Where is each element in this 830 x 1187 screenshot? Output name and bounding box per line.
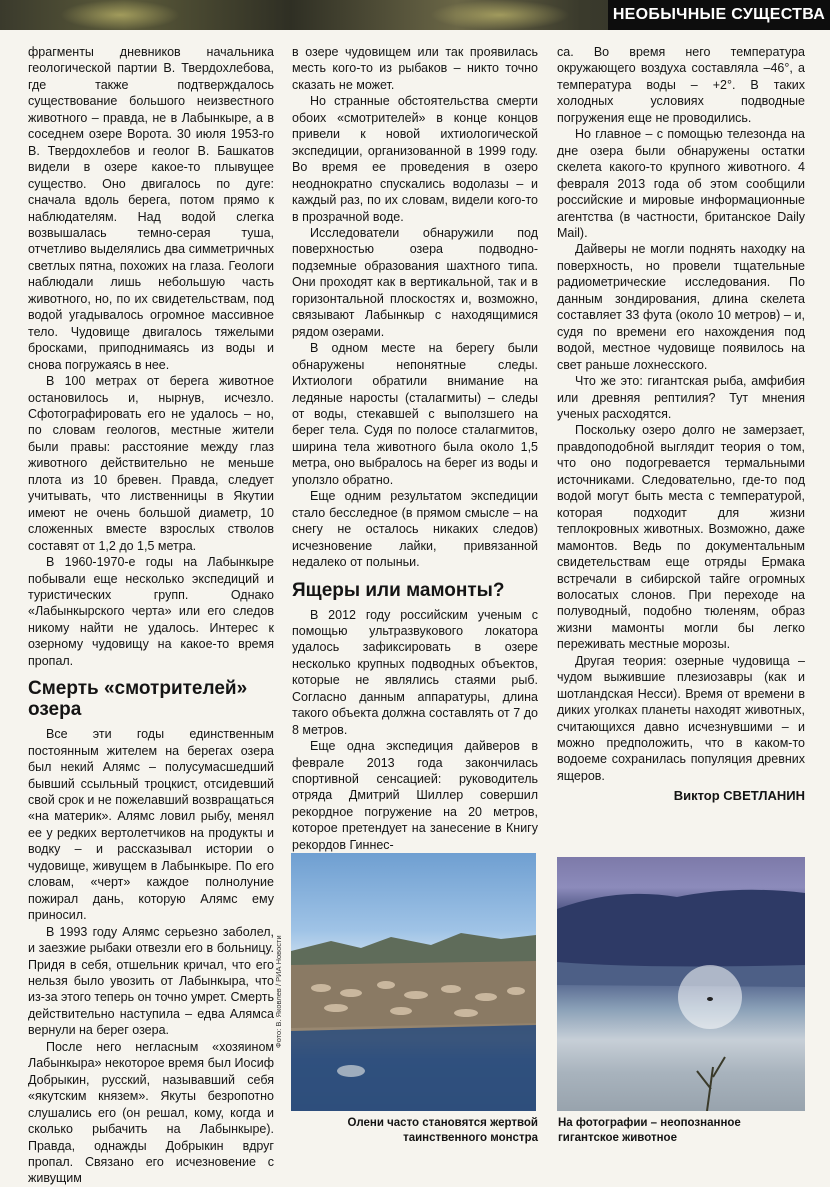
photo-caption: На фотографии – неопознанное гигантское животное xyxy=(558,1117,741,1144)
paragraph: Другая теория: озерные чудовища – чудом выжившие плезиозавры (как и шотландская Несси). Время от времени в диких уголках планеты находят животных, считающихся давно исчезнувшими – и можно предположить, что в каком-то водоеме сохранилась популяция древних ящеров. xyxy=(557,653,805,783)
paragraph: Все эти годы единственным постоянным жителем на берегах озера был некий Алямс – полусумасшедший бывший ссыльный троцкист, отсидевший свой срок и не пожелавший возвращаться «на материк». Алямс ловил рыбу, менял ее у редких вертолетчиков на продукты и водку – и рассказывал истории о чудовище, живущем в Лабынкыре. По его словам, «черт» каждое полнолуние пожирал дань, которую Алямс ему приносил. xyxy=(28,727,274,923)
paragraph: Но странные обстоятельства смерти обоих «смотрителей» в конце концов привели к новой ихтиологической экспедиции, организованной в 1999 году. Во время ее проведения в озеро неоднократно спускались водолазы – и каждый раз, по их словам, видели кого-то в прозрачной воде. xyxy=(292,94,538,224)
paragraph: Что же это: гигантская рыба, амфибия или древняя рептилия? Тут мнения ученых расходятся. xyxy=(557,374,805,421)
paragraph: После него негласным «хозяином Лабынкыра» некоторое время был Иосиф Добрыкин, русский, называвший себя «якутским князем». Якуты безропотно слушались его (он решал, кому, когда и сколько рыбачить на Лабынкыре). Правда, однажды Добрыкин вдруг пропал. Связано его исчезновение с живущим xyxy=(28,1039,274,1186)
paragraph: в озере чудовищем или так проявилась месть кого-то из рыбаков – никто точно сказать не может. xyxy=(292,45,538,92)
column-3 xyxy=(557,44,805,805)
column-1 xyxy=(28,44,274,1187)
header-decoration xyxy=(430,0,570,30)
paragraph: Исследователи обнаружили под поверхностью озера подводно-подземные образования шахтного типа. Они проходят как в вертикальной, так и в горизонтальной плоскостях и, возможно, связывают Лабынкыр с находящимися рядом озерами. xyxy=(292,225,538,339)
section-heading: Смерть «смотрителей» озера xyxy=(28,678,248,721)
landscape-illustration xyxy=(291,853,536,1111)
header-decoration xyxy=(60,0,180,30)
lake-illustration xyxy=(557,857,805,1111)
paragraph: В 1993 году Алямс серьезно заболел, и заезжие рыбаки отвезли его в больницу. Придя в себя, отшельник кричал, что его нельзя было увозить от Лабынкыра, что из-за этого теперь он точно умрет. Смерть действительно наступила – едва Алямса вернули на берег озера. xyxy=(28,924,274,1038)
paragraph: Еще одна экспедиция дайверов в феврале 2013 года закончилась спортивной сенсацией: руководитель отряда Дмитрий Шиллер совершил рекордное погружение на 20 метров, которое претендует на занесение в Книгу рекордов Гиннес- xyxy=(292,739,538,852)
reindeer-photo xyxy=(291,853,536,1111)
author-byline: Виктор СВЕТЛАНИН xyxy=(673,788,805,804)
section-title: НЕОБЫЧНЫЕ СУЩЕСТВА xyxy=(608,0,830,30)
page-header xyxy=(0,0,830,30)
paragraph: В 100 метрах от берега животное остановилось и, нырнув, исчезло. Сфотографировать его не удалось – но, по словам геологов, местные жители были правы: расстояние между глаз животного действительно не меньше плота из 10 бревен. Правда, следует учитывать, что лиственницы в Якутии имеют не очень большой диаметр, 10 сложенных вместе взрослых стволов составят от 1,2 до 1,5 метра. xyxy=(28,374,274,553)
paragraph: В 2012 году российским ученым с помощью ультразвукового локатора удалось зафиксировать в озере несколько крупных подводных объектов, которые не являлись стаями рыб. Согласно данным аппаратуры, длина такого объекта должна составлять от 7 до 8 метров. xyxy=(292,607,538,737)
paragraph: Еще одним результатом экспедиции стало бесследное (в прямом смысле – на снегу не осталось никаких следов) исчезновение лайки, привязанной недалеко от полыньи. xyxy=(292,489,538,570)
paragraph: са. Во время него температура окружающего воздуха составляла –46°, а температура воды – +2°. В таких холодных условиях подводные погружения еще не проводились. xyxy=(557,45,805,125)
paragraph: фрагменты дневников начальника геологической партии В. Твердохлебова, где также подтверждалось существование большого неизвестного животного – правда, не в Лабынкыре, а в соседнем озере Ворота. 30 июля 1953-го В. Твердохлебов и геолог В. Башкатов видели в озере какое-то плывущее существо. Оно двигалось по дуге: сначала вдоль берега, потом прямо к наблюдателям. Над водой слегка возвышалась темно-серая туша, отчетливо выделялись два симметричных светлых пятна, похожих на глаза. Геологи наблюдали лишь небольшую часть животного, но, по их свидетельствам, под водой угадывалось огромное массивное тело. Чудовище двигалось тяжелыми бросками, приподнимаясь из воды и снова погружаясь в нее. xyxy=(28,45,274,372)
photo-caption: Олени часто становятся жертвой таинственного монстра xyxy=(347,1117,538,1144)
column-2 xyxy=(292,44,538,853)
paragraph: Но главное – с помощью телезонда на дне озера были обнаружены остатки скелета какого-то крупного животного. 4 февраля 2013 года об этом сообщили российские и мировые информационные агентства (в частности, британское Daily Mail). xyxy=(557,127,805,240)
paragraph: Дайверы не могли поднять находку на поверхность, но провели тщательные радиометрические исследования. По данным зондирования, длина скелета составляет 33 фута (около 10 метров) – и, судя по времени его нахождения под водой, местное чудовище появилось на свет раньше лохнесского. xyxy=(557,242,805,372)
paragraph: В одном месте на берегу были обнаружены непонятные следы. Ихтиологи обратили внимание на ледяные наросты (сталагмиты) – следы от воды, стекавшей с выползшего на берег тела. Судя по полосе сталагмитов, ширина тела животного была около 1,5 метра, оно выбралось на берег из воды и уползло обратно. xyxy=(292,341,538,487)
lake-photo xyxy=(557,857,805,1111)
paragraph: В 1960-1970-е годы на Лабынкыре побывали еще несколько экспедиций и туристических групп. Однако «Лабынкырского черта» или его следов никому найти не удалось. Интерес к озерному чудовищу на какое-то время пропал. xyxy=(28,555,274,668)
paragraph: Поскольку озеро долго не замерзает, правдоподобной выглядит теория о том, что оно подогревается термальными источниками. Следовательно, где-то под водой могут быть места с температурой, которая подходит для жизни теплокровных животных. Возможно, даже мамонтов. Ведь по документальным свидетельствам еще отряды Ермака встречали в сибирской тайге огромных волосатых слонов. При переходе на полуводный, подобно тюленям, образ жизни мамонты могли бы легко переживать местные морозы. xyxy=(557,423,805,652)
photo-credit: Фото: В. Яковлев / РИА Новости xyxy=(274,935,283,1048)
section-heading: Ящеры или мамонты? xyxy=(292,579,505,601)
